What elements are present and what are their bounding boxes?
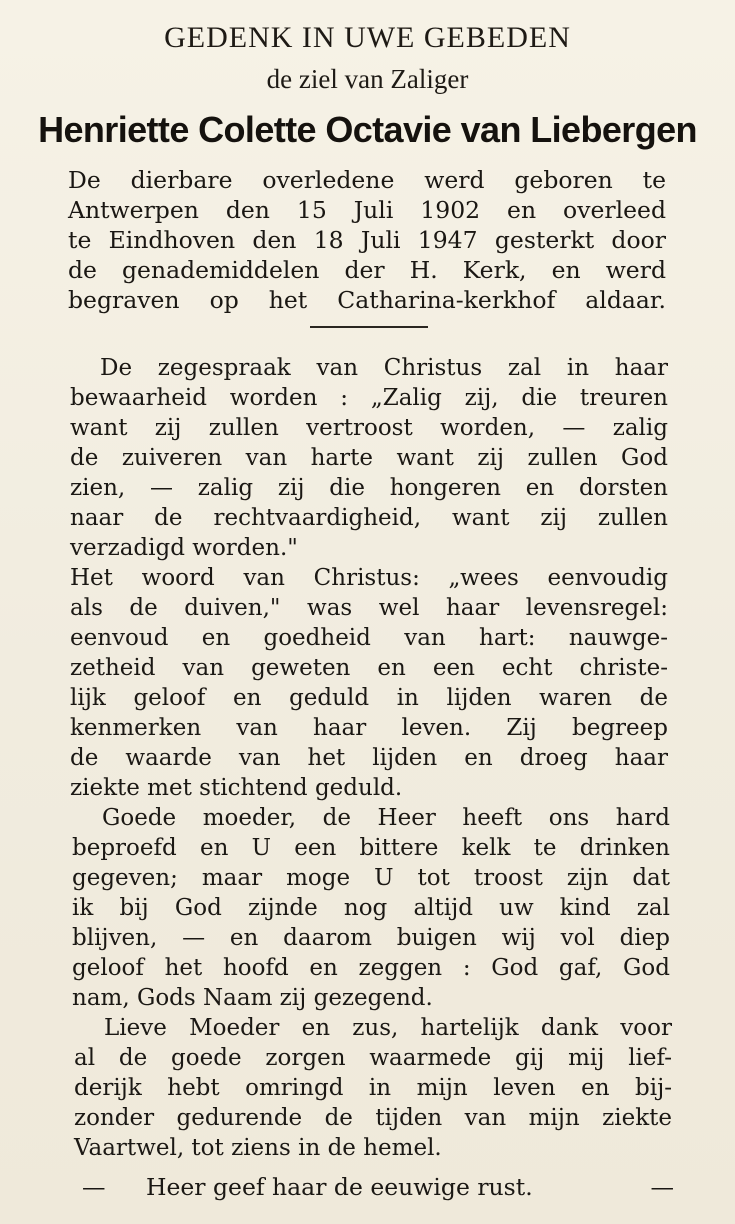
body-line: Vaartwel, tot ziens in de hemel. bbox=[74, 1135, 442, 1161]
body-line: ziekte met stichtend geduld. bbox=[70, 775, 403, 801]
bio-line: De dierbare overledene werd geboren te bbox=[68, 166, 666, 194]
bio-line: Antwerpen den 15 Juli 1902 en overleed bbox=[68, 196, 666, 224]
closing-dash-left: — bbox=[82, 1173, 106, 1201]
body-line: lijk geloof en geduld in lijden waren de bbox=[70, 685, 668, 711]
body-line: de waarde van het lijden en droeg haar bbox=[70, 745, 668, 771]
body-line: eenvoud en goedheid van hart: nauwge- bbox=[70, 625, 668, 651]
body-line: zetheid van geweten en een echt christe- bbox=[70, 655, 668, 681]
body-line: bewaarheid worden : „Zalig zij, die treuren bbox=[70, 385, 668, 411]
body-line: Lieve Moeder en zus, hartelijk dank voor bbox=[104, 1015, 672, 1041]
bio-line: te Eindhoven den 18 Juli 1947 gesterkt door bbox=[68, 226, 666, 254]
body-line: Goede moeder, de Heer heeft ons hard bbox=[102, 805, 670, 831]
body-line: de zuiveren van harte want zij zullen God bbox=[70, 445, 668, 471]
body-line: als de duiven," was wel haar levensregel: bbox=[70, 595, 668, 621]
body-line: gegeven; maar moge U tot troost zijn dat bbox=[72, 865, 670, 891]
body-line: naar de rechtvaardigheid, want zij zullen bbox=[70, 505, 668, 531]
closing-text: Heer geef haar de eeuwige rust. bbox=[146, 1173, 533, 1201]
body-line: geloof het hoofd en zeggen : God gaf, God bbox=[72, 955, 670, 981]
bio-line: de genademiddelen der H. Kerk, en werd bbox=[68, 256, 666, 284]
body-line: blijven, — en daarom buigen wij vol diep bbox=[72, 925, 670, 951]
body-line: zien, — zalig zij die hongeren en dorsten bbox=[70, 475, 668, 501]
body-line: al de goede zorgen waarmede gij mij lief- bbox=[74, 1045, 672, 1071]
body-line: kenmerken van haar leven. Zij begreep bbox=[70, 715, 668, 741]
body-line: beproefd en U een bittere kelk te drinken bbox=[72, 835, 670, 861]
heading-prayer: GEDENK IN UWE GEBEDEN bbox=[164, 21, 571, 54]
heading-soul-of: de ziel van Zaliger bbox=[266, 64, 469, 94]
body-line: derijk hebt omringd in mijn leven en bij- bbox=[74, 1075, 672, 1101]
body-line: nam, Gods Naam zij gezegend. bbox=[72, 985, 433, 1011]
body-line: zonder gedurende de tijden van mijn ziekte bbox=[74, 1105, 672, 1131]
body-line: Het woord van Christus: „wees eenvoudig bbox=[70, 565, 668, 591]
divider-rule bbox=[310, 326, 428, 328]
body-line: verzadigd worden." bbox=[70, 535, 298, 561]
body-line: want zij zullen vertroost worden, — zalig bbox=[70, 415, 668, 441]
closing-dash-right: — bbox=[650, 1173, 674, 1201]
body-line: ik bij God zijnde nog altijd uw kind zal bbox=[72, 895, 670, 921]
deceased-name: Henriette Colette Octavie van Liebergen bbox=[38, 109, 697, 150]
bio-line: begraven op het Catharina-kerkhof aldaar. bbox=[68, 286, 666, 314]
body-line: De zegespraak van Christus zal in haar bbox=[100, 355, 668, 381]
